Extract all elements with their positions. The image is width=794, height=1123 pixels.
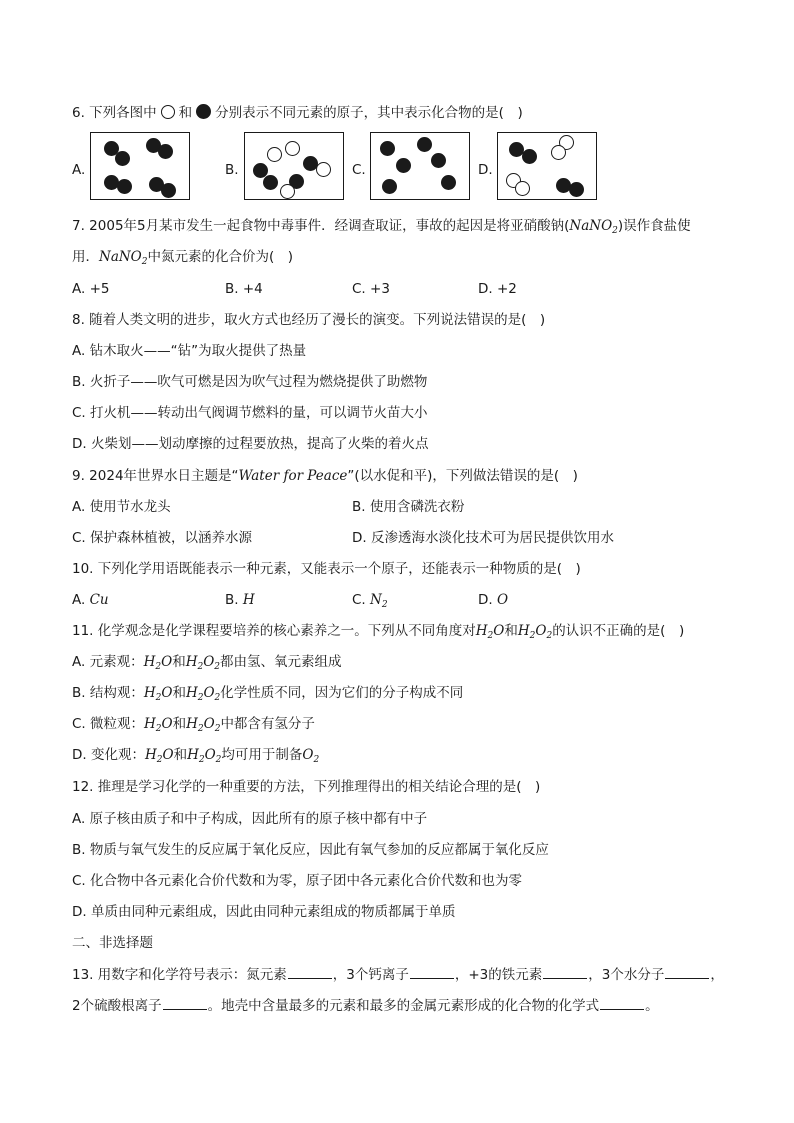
q6-diagram-a bbox=[90, 132, 190, 200]
q10-option-b: B. H bbox=[225, 592, 255, 608]
q8-option-a: A. 钻木取火——“钻”为取火提供了热量 bbox=[72, 343, 307, 359]
q7-option-d: D. +2 bbox=[478, 281, 517, 297]
q6-diagram-d bbox=[497, 132, 597, 200]
q10-option-c: C. $N_2$ bbox=[352, 592, 388, 610]
q9-option-a: A. 使用节水龙头 bbox=[72, 499, 171, 515]
black-atom-icon bbox=[380, 141, 395, 156]
q10-option-a: A. Cu bbox=[72, 592, 109, 608]
question-13-line2: 2个硫酸根离子 。地壳中含量最多的元素和最多的金属元素形成的化合物的化学式 。 bbox=[72, 998, 659, 1014]
black-atom-icon bbox=[196, 104, 211, 119]
q8-option-d: D. 火柴划——划动摩擦的过程要放热，提高了火柴的着火点 bbox=[72, 436, 429, 452]
q12-option-b: B. 物质与氧气发生的反应属于氧化反应，因此有氧气参加的反应都属于氧化反应 bbox=[72, 842, 549, 858]
q7-option-c: C. +3 bbox=[352, 281, 390, 297]
q12-option-c: C. 化合物中各元素化合价代数和为零，原子团中各元素化合价代数和也为零 bbox=[72, 873, 523, 889]
black-atom-icon bbox=[158, 144, 173, 159]
question-12-stem: 12. 推理是学习化学的一种重要的方法，下列推理得出的相关结论合理的是( ) bbox=[72, 779, 541, 795]
question-8-stem: 8. 随着人类文明的进步，取火方式也经历了漫长的演变。下列说法错误的是( ) bbox=[72, 312, 546, 328]
white-atom-icon bbox=[551, 145, 566, 160]
q12-option-a: A. 原子核由质子和中子构成，因此所有的原子核中都有中子 bbox=[72, 811, 428, 827]
black-atom-icon bbox=[115, 151, 130, 166]
white-atom-icon bbox=[161, 105, 175, 119]
q8-option-c: C. 打火机——转动出气阀调节燃料的量，可以调节火苗大小 bbox=[72, 405, 428, 421]
question-9-stem: 9. 2024年世界水日主题是“Water for Peace”(以水促和平)，下列做法错误的是( ) bbox=[72, 468, 578, 484]
answer-blank[interactable] bbox=[410, 966, 454, 979]
q11-option-b: B. 结构观：$H_2O$和$H_2O_2$化学性质不同，因为它们的分子构成不同 bbox=[72, 685, 464, 703]
q10-option-d: D. O bbox=[478, 592, 509, 608]
q6-option-c-label: C. bbox=[352, 162, 366, 178]
q7-option-a: A. +5 bbox=[72, 281, 110, 297]
question-10-stem: 10. 下列化学用语既能表示一种元素，又能表示一个原子，还能表示一种物质的是( ) bbox=[72, 561, 581, 577]
black-atom-icon bbox=[382, 179, 397, 194]
white-atom-icon bbox=[267, 147, 282, 162]
black-atom-icon bbox=[522, 149, 537, 164]
question-11-stem: 11. 化学观念是化学课程要培养的核心素养之一。下列从不同角度对$H_2O$和$H_2O_2$的认识不正确的是( ) bbox=[72, 623, 685, 641]
black-atom-icon bbox=[161, 183, 176, 198]
q11-option-a: A. 元素观：$H_2O$和$H_2O_2$都由氢、氧元素组成 bbox=[72, 654, 342, 672]
black-atom-icon bbox=[396, 158, 411, 173]
white-atom-icon bbox=[515, 181, 530, 196]
q11-option-d: D. 变化观：$H_2O$和$H_2O_2$均可用于制备$O_2$ bbox=[72, 747, 320, 765]
white-atom-icon bbox=[285, 141, 300, 156]
q8-option-b: B. 火折子——吹气可燃是因为吹气过程为燃烧提供了助燃物 bbox=[72, 374, 428, 390]
q9-option-c: C. 保护森林植被，以涵养水源 bbox=[72, 530, 253, 546]
black-atom-icon bbox=[569, 182, 584, 197]
question-7-stem-line2: 用．NaNO$_2$中氮元素的化合价为( ) bbox=[72, 249, 294, 267]
q11-option-c: C. 微粒观：$H_2O$和$H_2O_2$中都含有氢分子 bbox=[72, 716, 315, 734]
q6-diagram-c bbox=[370, 132, 470, 200]
white-atom-icon bbox=[280, 184, 295, 199]
q9-option-b: B. 使用含磷洗衣粉 bbox=[352, 499, 465, 515]
q6-diagram-b bbox=[244, 132, 344, 200]
answer-blank[interactable] bbox=[600, 997, 644, 1010]
q9-option-d: D. 反渗透海水淡化技术可为居民提供饮用水 bbox=[352, 530, 614, 546]
question-13-line1: 13. 用数字和化学符号表示：氮元素 ，3个钙离子 ，+3的铁元素 ，3个水分子 ， bbox=[72, 967, 724, 983]
black-atom-icon bbox=[431, 153, 446, 168]
q6-option-a-label: A. bbox=[72, 162, 86, 178]
q12-option-d: D. 单质由同种元素组成，因此由同种元素组成的物质都属于单质 bbox=[72, 904, 456, 920]
answer-blank[interactable] bbox=[288, 966, 332, 979]
black-atom-icon bbox=[417, 137, 432, 152]
section-heading: 二、非选择题 bbox=[72, 935, 153, 951]
answer-blank[interactable] bbox=[163, 997, 207, 1010]
answer-blank[interactable] bbox=[543, 966, 587, 979]
answer-blank[interactable] bbox=[665, 966, 709, 979]
q7-option-b: B. +4 bbox=[225, 281, 263, 297]
black-atom-icon bbox=[441, 175, 456, 190]
black-atom-icon bbox=[263, 175, 278, 190]
q6-option-d-label: D. bbox=[478, 162, 493, 178]
white-atom-icon bbox=[316, 162, 331, 177]
q6-option-b-label: B. bbox=[225, 162, 239, 178]
black-atom-icon bbox=[117, 179, 132, 194]
question-6-stem: 6. 下列各图中 和 分别表示不同元素的原子，其中表示化合物的是( ) bbox=[72, 105, 523, 121]
question-7-stem-line1: 7. 2005年5月某市发生一起食物中毒事件．经调查取证，事故的起因是将亚硝酸钠(NaNO$_2$)误作食盐使 bbox=[72, 218, 691, 236]
